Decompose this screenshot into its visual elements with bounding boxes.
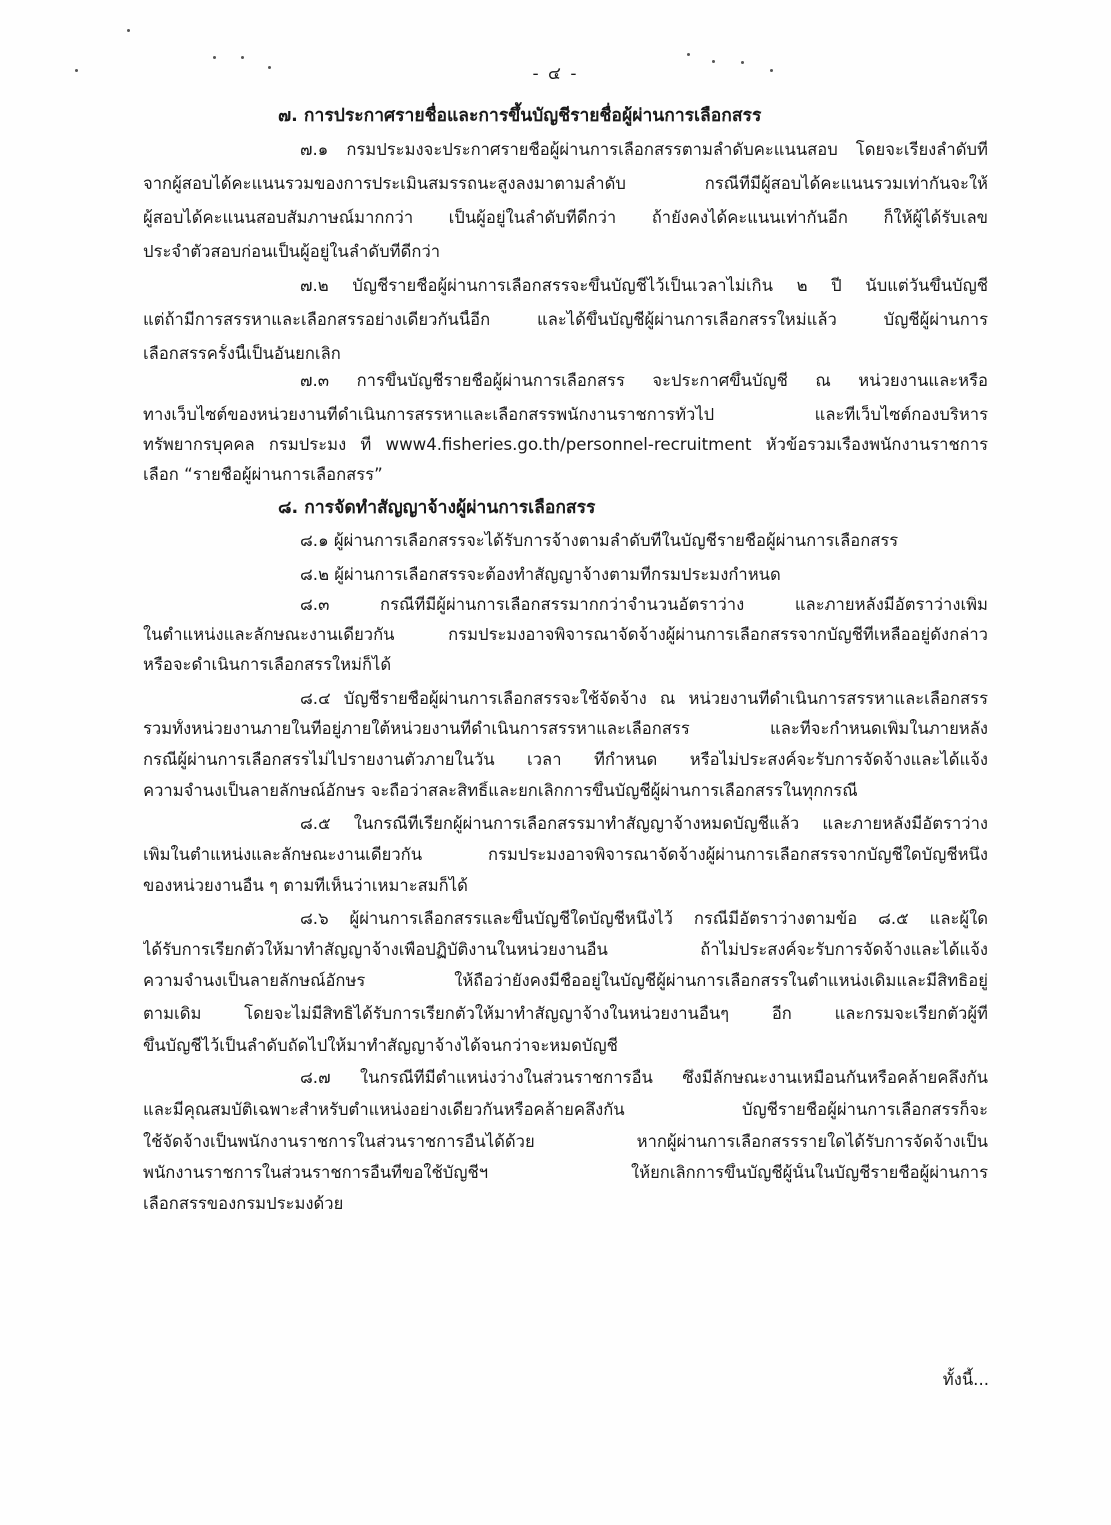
paragraph-line: ใช้จัดจ้างเป็นพนักงานราชการในส่วนราชการอื่นได้ด้วย หากผู้ผ่านการเลือกสรรรายใดได้รับการจัดจ้างเป็น xyxy=(143,1132,988,1151)
scan-speck xyxy=(213,56,216,59)
paragraph-line: ๗.๓ การขึ้นบัญชีรายชื่อผู้ผ่านการเลือกสรร จะประกาศขึ้นบัญชี ณ หน่วยงานและหรือ xyxy=(300,371,988,390)
paragraph-line: ๘.๔ บัญชีรายชื่อผู้ผ่านการเลือกสรรจะใช้จัดจ้าง ณ หน่วยงานที่ดำเนินการสรรหาและเลือกสรร xyxy=(300,689,988,708)
paragraph-line: ได้รับการเรียกตัวให้มาทำสัญญาจ้างเพื่อปฏิบัติงานในหน่วยงานอื่น ถ้าไม่ประสงค์จะรับการจัดจ้างและได้แจ้ง xyxy=(143,940,988,959)
paragraph-line: ๗.๒ บัญชีรายชื่อผู้ผ่านการเลือกสรรจะขึ้นบัญชีไว้เป็นเวลาไม่เกิน ๒ ปี นับแต่วันขึ้นบัญชี xyxy=(300,276,988,295)
paragraph-line: พนักงานราชการในส่วนราชการอื่นที่ขอใช้บัญชีฯ ให้ยกเลิกการขึ้นบัญชีผู้นั้นในบัญชีรายชื่อผู้ผ่านการ xyxy=(143,1163,988,1182)
section-7-heading: ๗. การประกาศรายชื่อและการขึ้นบัญชีรายชื่อผู้ผ่านการเลือกสรร xyxy=(278,106,762,126)
scan-speck xyxy=(687,53,690,56)
paragraph-line: ความจำนงเป็นลายลักษณ์อักษร จะถือว่าสละสิทธิ์และยกเลิกการขึ้นบัญชีผู้ผ่านการเลือกสรรในทุกกรณี xyxy=(143,781,858,800)
paragraph-line: เลือก “รายชื่อผู้ผ่านการเลือกสรร” xyxy=(143,465,383,484)
page-number: - ๔ - xyxy=(532,64,579,84)
paragraph-line: แต่ถ้ามีการสรรหาและเลือกสรรอย่างเดียวกันนี้อีก และได้ขึ้นบัญชีผู้ผ่านการเลือกสรรใหม่แล้ว บัญชีผู้ผ่านการ xyxy=(143,310,988,329)
paragraph-line: ประจำตัวสอบก่อนเป็นผู้อยู่ในลำดับที่ดีกว่า xyxy=(143,242,441,261)
paragraph-line: ของหน่วยงานอื่น ๆ ตามที่เห็นว่าเหมาะสมก็ได้ xyxy=(143,876,468,895)
scan-speck xyxy=(127,29,130,32)
paragraph-line: เลือกสรรของกรมประมงด้วย xyxy=(143,1194,344,1213)
paragraph-line: รวมทั้งหน่วยงานภายในที่อยู่ภายใต้หน่วยงานที่ดำเนินการสรรหาและเลือกสรร และที่จะกำหนดเพิ่มในภายหลัง xyxy=(143,719,988,738)
paragraph-line: กรณีผู้ผ่านการเลือกสรรไม่ไปรายงานตัวภายในวัน เวลา ที่กำหนด หรือไม่ประสงค์จะรับการจัดจ้างและได้แจ้ง xyxy=(143,750,988,769)
paragraph-line: จากผู้สอบได้คะแนนรวมของการประเมินสมรรถนะสูงลงมาตามลำดับ กรณีที่มีผู้สอบได้คะแนนรวมเท่ากันจะให้ xyxy=(143,174,988,193)
scan-speck xyxy=(241,56,244,59)
paragraph-line: ๘.๒ ผู้ผ่านการเลือกสรรจะต้องทำสัญญาจ้างตามที่กรมประมงกำหนด xyxy=(300,565,781,584)
paragraph-line: ๘.๓ กรณีที่มีผู้ผ่านการเลือกสรรมากกว่าจำนวนอัตราว่าง และภายหลังมีอัตราว่างเพิ่ม xyxy=(300,595,988,614)
paragraph-line: ทางเว็บไซต์ของหน่วยงานที่ดำเนินการสรรหาและเลือกสรรพนักงานราชการทั่วไป และที่เว็บไซต์กองบริหาร xyxy=(143,405,988,424)
paragraph-line: เลือกสรรครั้งนี้เป็นอันยกเลิก xyxy=(143,344,341,363)
paragraph-line: ในตำแหน่งและลักษณะงานเดียวกัน กรมประมงอาจพิจารณาจัดจ้างผู้ผ่านการเลือกสรรจากบัญชีที่เหลืออยู่ดังกล่าว xyxy=(143,625,988,644)
paragraph-line: ความจำนงเป็นลายลักษณ์อักษร ให้ถือว่ายังคงมีชื่ออยู่ในบัญชีผู้ผ่านการเลือกสรรในตำแหน่งเดิมและมีสิทธิอยู่ xyxy=(143,971,988,990)
paragraph-line: ผู้สอบได้คะแนนสอบสัมภาษณ์มากกว่า เป็นผู้อยู่ในลำดับที่ดีกว่า ถ้ายังคงได้คะแนนเท่ากันอีก ก็ให้ผู้ได้รับเลข xyxy=(143,208,988,227)
paragraph-line: เพิ่มในตำแหน่งและลักษณะงานเดียวกัน กรมประมงอาจพิจารณาจัดจ้างผู้ผ่านการเลือกสรรจากบัญชีใดบัญชีหนึ่ง xyxy=(143,845,988,864)
paragraph-line: ขึ้นบัญชีไว้เป็นลำดับถัดไปให้มาทำสัญญาจ้างได้จนกว่าจะหมดบัญชี xyxy=(143,1036,618,1055)
paragraph-line: ๘.๗ ในกรณีที่มีตำแหน่งว่างในส่วนราชการอื่น ซึ่งมีลักษณะงานเหมือนกันหรือคล้ายคลึงกัน xyxy=(300,1068,988,1087)
closing-continuation: ทั้งนี้... xyxy=(942,1370,989,1389)
paragraph-line: ทรัพยากรบุคคล กรมประมง ที่ www4.fisheries.go.th/personnel-recruitment หัวข้อรวมเรื่องพนักงานราชการ xyxy=(143,435,988,454)
paragraph-line: หรือจะดำเนินการเลือกสรรใหม่ก็ได้ xyxy=(143,655,392,674)
paragraph-line: ๘.๖ ผู้ผ่านการเลือกสรรและขึ้นบัญชีใดบัญชีหนึ่งไว้ กรณีมีอัตราว่างตามข้อ ๘.๕ และผู้ใด xyxy=(300,909,988,928)
paragraph-line: ๘.๑ ผู้ผ่านการเลือกสรรจะได้รับการจ้างตามลำดับที่ในบัญชีรายชื่อผู้ผ่านการเลือกสรร xyxy=(300,531,899,550)
paragraph-line: ตามเดิม โดยจะไม่มีสิทธิได้รับการเรียกตัวให้มาทำสัญญาจ้างในหน่วยงานอื่นๆ อีก และกรมจะเรียกตัวผู้ที่ xyxy=(143,1004,988,1023)
paragraph-line: ๘.๕ ในกรณีที่เรียกผู้ผ่านการเลือกสรรมาทำสัญญาจ้างหมดบัญชีแล้ว และภายหลังมีอัตราว่าง xyxy=(300,814,988,833)
paragraph-line: ๗.๑ กรมประมงจะประกาศรายชื่อผู้ผ่านการเลือกสรรตามลำดับคะแนนสอบ โดยจะเรียงลำดับที่ xyxy=(300,140,988,159)
paragraph-line: และมีคุณสมบัติเฉพาะสำหรับตำแหน่งอย่างเดียวกันหรือคล้ายคลึงกัน บัญชีรายชื่อผู้ผ่านการเลือกสรรก็จะ xyxy=(143,1100,988,1119)
section-8-heading: ๘. การจัดทำสัญญาจ้างผู้ผ่านการเลือกสรร xyxy=(278,498,596,518)
